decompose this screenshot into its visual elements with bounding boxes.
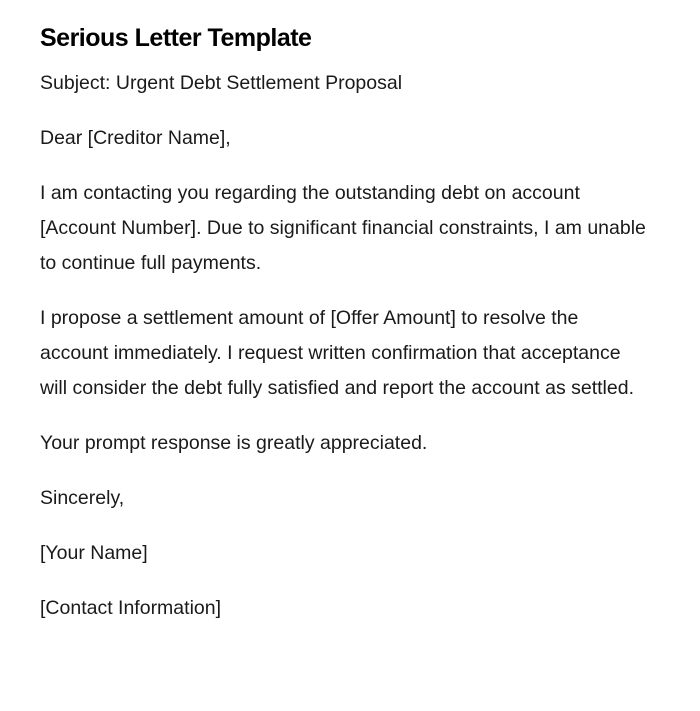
signature-name: [Your Name] — [40, 542, 148, 564]
document-title: Serious Letter Template — [40, 24, 312, 52]
letter-paragraph: I am contacting you regarding the outstanding debt on account [Account Number]. Due to significant financial constraints, I am unable to continue full payments. — [40, 182, 646, 274]
letter-subject: Subject: Urgent Debt Settlement Proposal — [40, 72, 403, 94]
letter-closing: Sincerely, — [40, 487, 125, 509]
letter-paragraph: Your prompt response is greatly appreciated. — [40, 432, 428, 454]
letter-paragraph: I propose a settlement amount of [Offer Amount] to resolve the account immediately. I request written confirmation that acceptance will consider the debt fully satisfied and report the account as settled. — [40, 307, 634, 399]
letter-salutation: Dear [Creditor Name], — [40, 127, 231, 149]
contact-information: [Contact Information] — [40, 597, 222, 619]
